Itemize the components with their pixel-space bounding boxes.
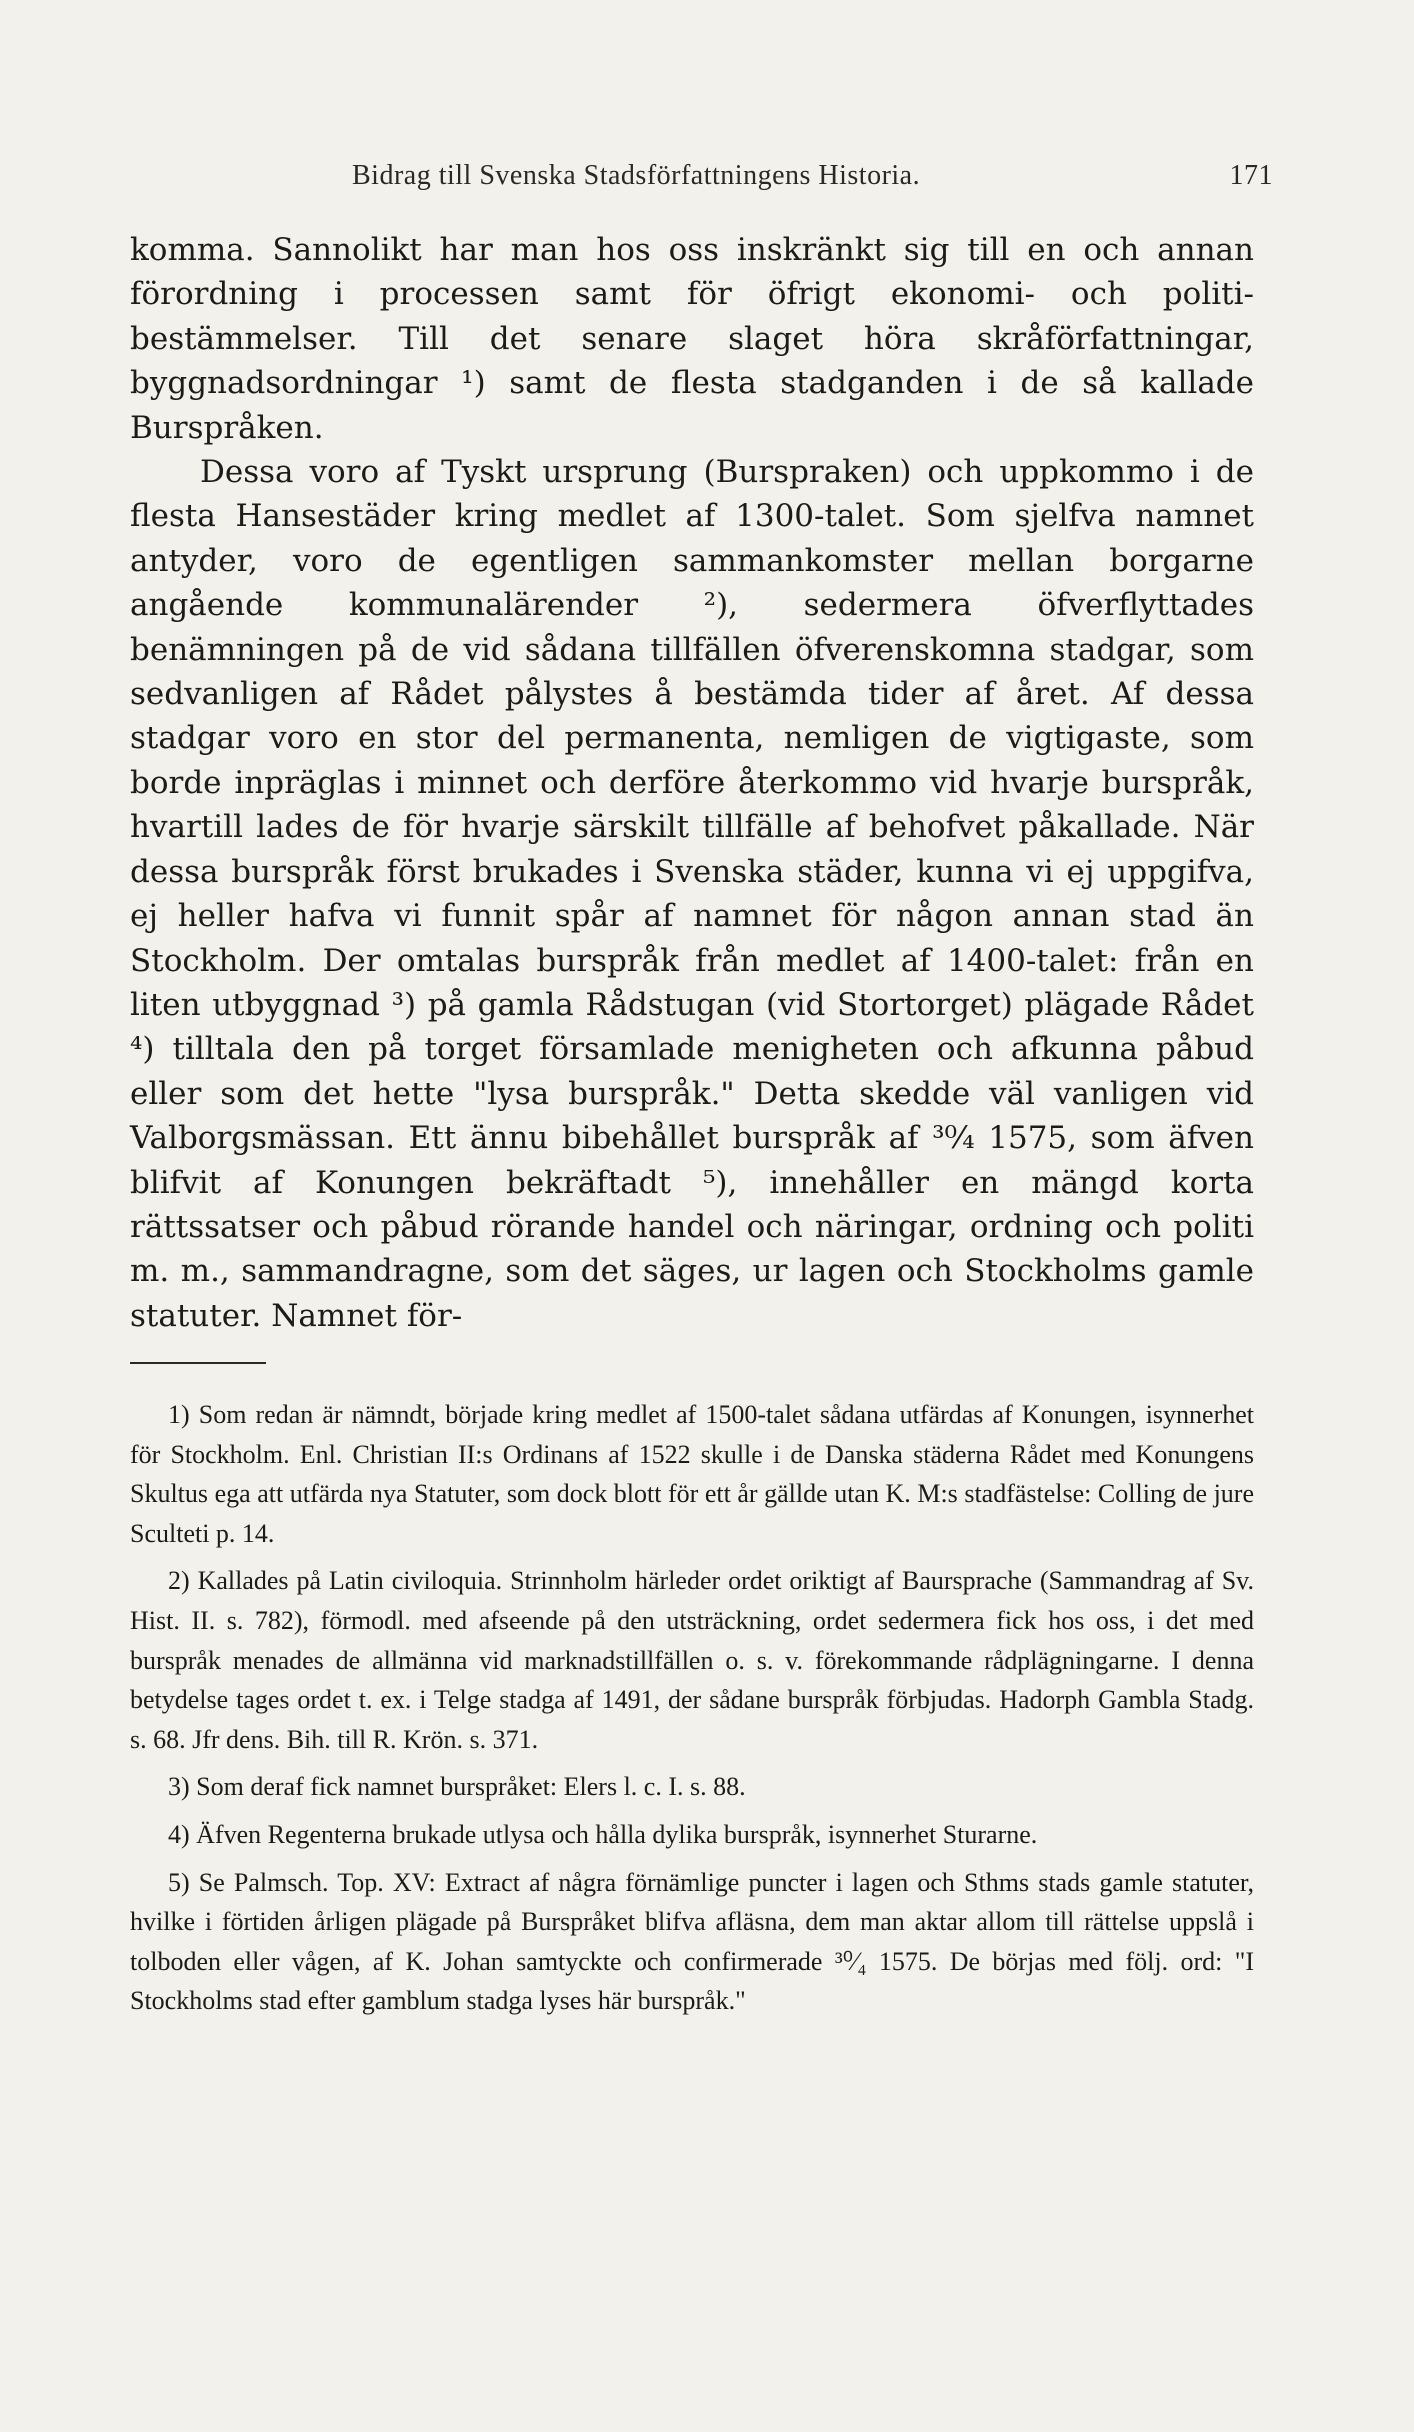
paragraph: Dessa voro af Tyskt ursprung (Burspraken) och uppkommo i de flesta Hansestäder kring medlet af 1300-talet. Som sjelfva namnet antyder, voro de egentligen sammankomster mellan borgarne angående kommunalärender ²), sedermera öfverflyttades benämningen på de vid sådana tillfällen öfverenskomna stadgar, som sedvanligen af Rådet pålystes å bestämda tider af året. Af dessa stadgar voro en stor del permanenta, nemligen de vigtigaste, som borde inpräglas i minnet och derföre återkommo vid hvarje burspråk, hvartill lades de för hvarje särskilt tillfälle af behofvet påkallade. När dessa burspråk först brukades i Svenska städer, kunna vi ej uppgifva, ej heller hafva vi funnit spår af namnet för någon annan stad än Stockholm. Der omtalas burspråk från medlet af 1400-talet: från en liten utbyggnad ³) på gamla Rådstugan (vid Stortorget) plägade Rådet ⁴) tilltala den på torget församlade menigheten och afkunna påbud eller som det hette "lysa burspråk." Detta skedde väl vanligen vid Valborgsmässan. Ett ännu bibehållet burspråk af ³⁰⁄₄ 1575, som äfven blifvit af Konungen bekräftadt ⁵), innehåller en mängd korta rättssatser och påbud rörande handel och näringar, ordning och politi m. m., sammandragne, som det säges, ur lagen och Stockholms gamle statuter. Namnet för- xyxy=(130,454,1254,1334)
footnote-3: 3) Som deraf fick namnet burspråket: Elers l. c. I. s. 88. xyxy=(168,1772,746,1802)
footnote-4: 4) Äfven Regenterna brukade utlysa och hålla dylika burspråk, isynnerhet Sturarne. xyxy=(168,1819,1038,1849)
footnote-divider xyxy=(130,1362,266,1364)
footnotes xyxy=(130,1395,1254,2029)
main-text xyxy=(130,228,1254,1338)
footnote-5: 5) Se Palmsch. Top. XV: Extract af några förnämlige puncter i lagen och Sthms stads gamle statuter, hvilke i förtiden årligen plägade på Burspråket blifva afläsna, dem man aktar allom till rättelse uppslå i tolboden eller vågen, af K. Johan samtyckte och confirmerade ³⁰⁄₄ 1575. De börjas med följ. ord: "I Stockholms stad efter gamblum stadga lyses här burspråk." xyxy=(130,1867,1254,2016)
footnote-2: 2) Kallades på Latin civiloquia. Strinnholm härleder ordet oriktigt af Baursprache (Sammandrag af Sv. Hist. II. s. 782), förmodl. med afseende på den utsträckning, ordet sedermera fick hos oss, i det med burspråk menades de allmänna vid marknadstillfällen o. s. v. förekommande rådplägningarne. I denna betydelse tages ordet t. ex. i Telge stadga af 1491, der sådane burspråk förbjudas. Hadorph Gambla Stadg. s. 68. Jfr dens. Bih. till R. Krön. s. 371. xyxy=(130,1566,1254,1754)
page-number: 171 xyxy=(1229,160,1273,191)
footnote-1: 1) Som redan är nämndt, började kring medlet af 1500-talet sådana utfärdas af Konungen, isynnerhet för Stockholm. Enl. Christian II:s Ordinans af 1522 skulle i de Danska städerna Rådet med Konungens Skultus ega att utfärda nya Statuter, som dock blott för ett år gällde utan K. M:s stadfästelse: Colling de jure Sculteti p. 14. xyxy=(130,1400,1254,1548)
running-title: Bidrag till Svenska Stadsförfattningens Historia. xyxy=(352,160,921,191)
paragraph: komma. Sannolikt har man hos oss inskränkt sig till en och annan förordning i processen samt för öfrigt ekonomi- och politi-bestämmelser. Till det senare slaget höra skråförfattningar, byggnadsordningar ¹) samt de flesta stadganden i de så kallade Burspråken. xyxy=(130,232,1254,446)
